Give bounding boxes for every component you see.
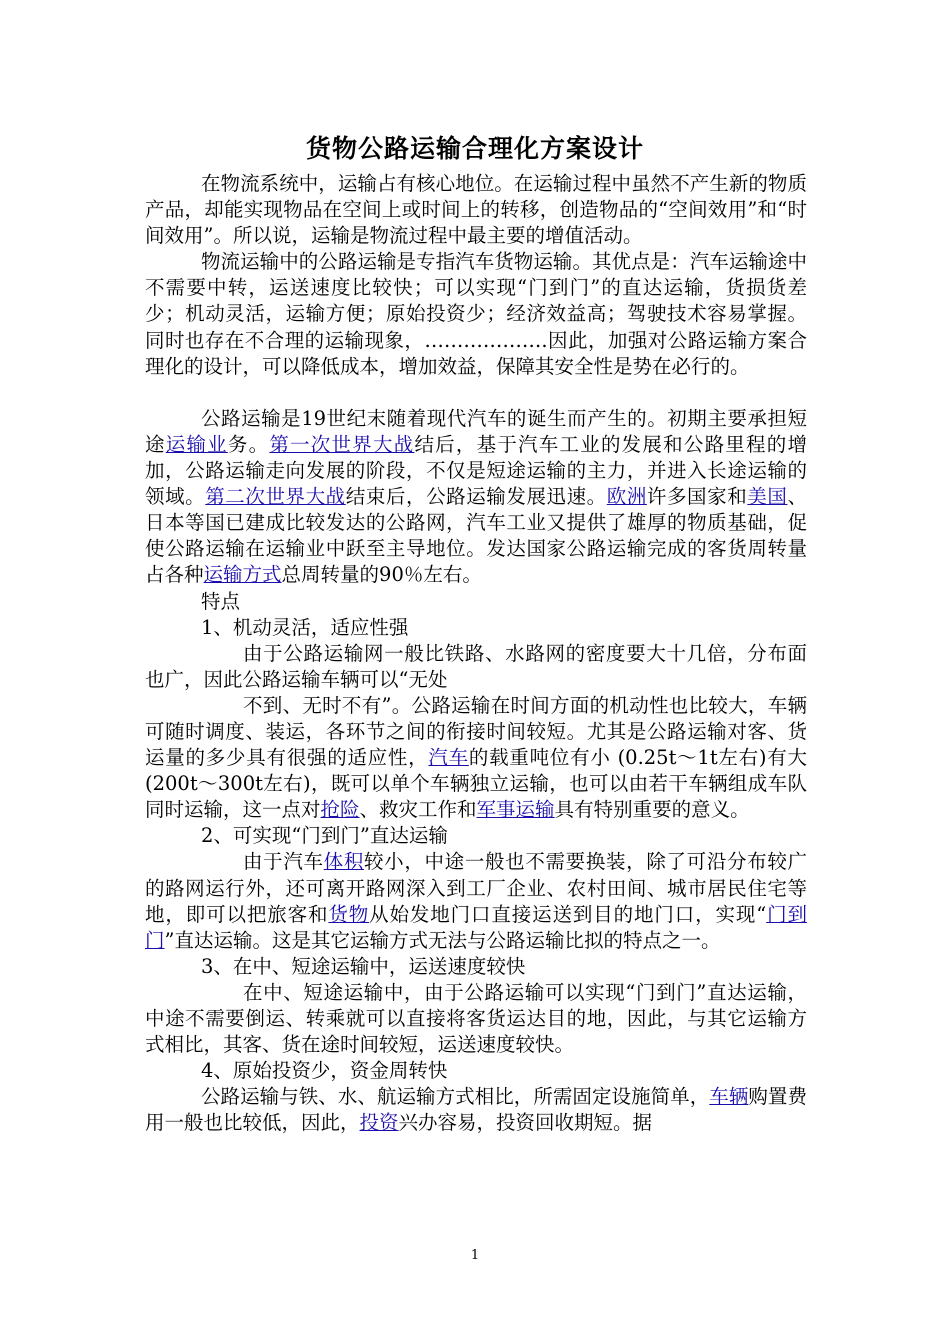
paragraph: [145, 406, 807, 589]
paragraph-text: 结束后，公路运输发展迅速。: [345, 485, 607, 509]
hyperlink[interactable]: 运输方式: [203, 563, 282, 587]
paragraph: [145, 589, 807, 615]
paragraph: [145, 693, 807, 823]
paragraph-text: 在中、短途运输中，由于公路运输可以实现“门到门”直达运输，中途不需要倒运、转乘就可以直接将客货运达目的地，因此，与其它运输方式相比，其客、货在途时间较短，运送速度较快。: [145, 980, 807, 1057]
paragraph-text: 公路运输是19世纪末随着现代汽车的诞生而产生的。初期主要承担短途: [145, 406, 807, 456]
paragraph: [145, 954, 807, 980]
page-number: 1: [470, 1248, 480, 1263]
paragraph-text: 在物流系统中，运输占有核心地位。在运输过程中虽然不产生新的物质产品，却能实现物品在空间上或时间上的转移，创造物品的“空间效用”和“时间效用”。所以说，运输是物流过程中最主要的增值活动。: [145, 172, 807, 248]
hyperlink[interactable]: 货物: [328, 902, 370, 926]
paragraph-text: 结后，基于汽车工业的发展和公路里程的增加，公路运输走向发展的阶段，不仅是短途运输的主力，并进入长途运输的领域。: [145, 432, 807, 509]
blank-line: [145, 380, 807, 406]
paragraph: [145, 849, 807, 953]
paragraph-text: 公路运输与铁、水、航运输方式相比，所需固定设施简单，: [201, 1085, 710, 1109]
paragraph-text: 、救灾工作和: [359, 798, 477, 822]
paragraph: [145, 1084, 807, 1136]
paragraph-text: 1、机动灵活，适应性强: [201, 615, 409, 639]
paragraph-text: 由于汽车: [243, 850, 324, 874]
paragraph-text: 较小，中途一般也不需要换装，除了可沿分布较广的路网运行外，还可离开路网深入到工厂企业、农村田间、城市居民住宅等地，即可以把旅客和: [145, 850, 807, 926]
hyperlink[interactable]: 车辆: [709, 1085, 749, 1109]
paragraph-text: 总周转量的90％左右。: [281, 563, 482, 587]
paragraph-text: 4、原始投资少，资金周转快: [201, 1059, 448, 1083]
paragraph: [145, 249, 807, 379]
paragraph-text: 、日本等国已建成比较发达的公路网，汽车工业又提供了雄厚的物质基础，促使公路运输在运输业中跃至主导地位。发达国家公路运输完成的客货周转量占各种: [145, 485, 807, 587]
paragraph-text: 物流运输中的公路运输是专指汽车货物运输。其优点是：汽车运输途中不需要中转，运送速度比较快；可以实现“门到门”的直达运输，货损货差少；机动灵活，运输方便；原始投资少；经济效益高；驾驶技术容易掌握。同时也存在不合理的运输现象，……………….因此，加强对公路运输方案合理化的设计，可以降低成本，增加效益，保障其安全性是势在必行的。: [145, 250, 807, 378]
paragraph-text: 具有特别重要的意义。: [554, 798, 750, 822]
paragraph: [145, 641, 807, 693]
paragraph-text: 的载重吨位有小 (0.25t～1t左右)有大(200t～300t左右)，既可以单个车辆独立运输，也可以由若干车辆组成车队同时运输，这一点对: [145, 746, 807, 822]
paragraph-text: 购置费用一般也比较低，因此，: [145, 1085, 807, 1135]
paragraph: [145, 823, 807, 849]
document-title: 货物公路运输合理化方案设计: [305, 134, 644, 163]
paragraph: [145, 1058, 807, 1084]
paragraph-text: 许多国家和: [646, 485, 748, 509]
hyperlink[interactable]: 体积: [323, 850, 365, 874]
paragraph-text: 不到、无时不有”。公路运输在时间方面的机动性也比较大，车辆可随时调度、装运，各环节之间的衔接时间较短。尤其是公路运输对客、货运量的多少具有很强的适应性，: [145, 693, 807, 770]
paragraph-text: 兴办容易，投资回收期短。据: [398, 1111, 653, 1135]
paragraph-text: ”直达运输。这是其它运输方式无法与公路运输比拟的特点之一。: [164, 928, 721, 952]
paragraph-text: 2、可实现“门到门”直达运输: [201, 824, 448, 848]
paragraph-text: 特点: [201, 589, 241, 613]
hyperlink[interactable]: 欧洲: [606, 485, 647, 509]
paragraph-text: 务。: [227, 432, 270, 456]
paragraph-text: 从始发地门口直接运送到目的地门口，实现“: [369, 902, 767, 926]
hyperlink[interactable]: 汽车: [428, 746, 469, 770]
paragraph: [145, 171, 807, 249]
hyperlink[interactable]: 第一次世界大战: [269, 432, 415, 456]
hyperlink[interactable]: 门到门: [145, 902, 807, 952]
hyperlink[interactable]: 抢险: [320, 798, 360, 822]
hyperlink[interactable]: 第二次世界大战: [205, 485, 346, 509]
paragraph: [145, 615, 807, 641]
hyperlink[interactable]: 美国: [747, 485, 788, 509]
hyperlink[interactable]: 军事运输: [476, 798, 555, 822]
paragraph-text: 3、在中、短途运输中，运送速度较快: [201, 954, 526, 978]
paragraph-text: 由于公路运输网一般比铁路、水路网的密度要大十几倍，分布面也广，因此公路运输车辆可以“无处: [145, 641, 807, 691]
hyperlink[interactable]: 运输业: [165, 432, 228, 456]
hyperlink[interactable]: 投资: [359, 1111, 399, 1135]
document-body: [145, 171, 807, 1136]
paragraph: [145, 980, 807, 1058]
